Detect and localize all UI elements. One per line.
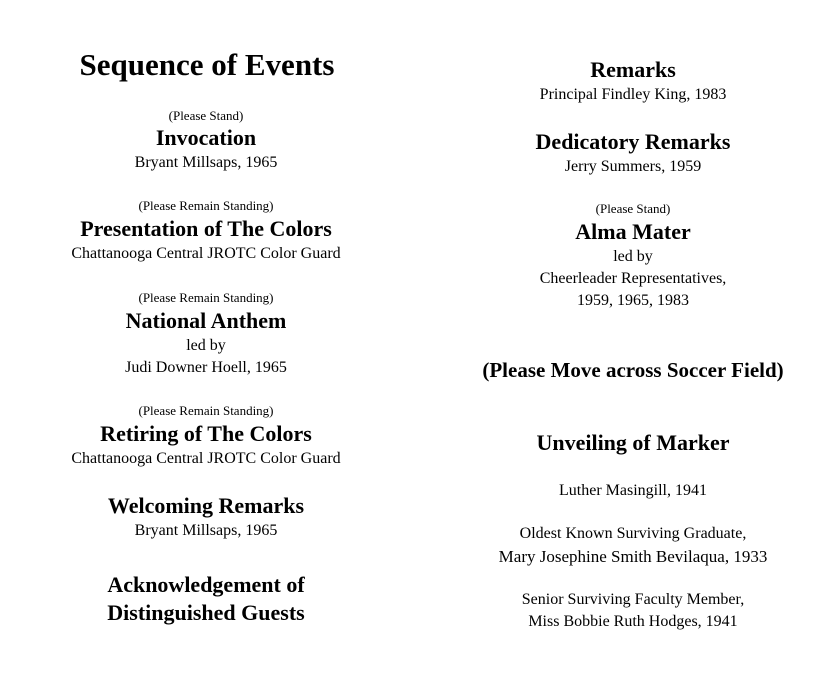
colors-note: (Please Remain Standing) [138, 198, 274, 213]
acknowledgement-heading-1: Acknowledgement of [107, 572, 305, 597]
welcoming-heading: Welcoming Remarks [107, 493, 305, 518]
anthem-leader: Judi Downer Hoell, 1965 [125, 359, 287, 376]
anthem-led-by: led by [186, 337, 226, 354]
invocation-note: (Please Stand) [168, 108, 244, 123]
alma-mater-note: (Please Stand) [595, 201, 671, 216]
page-title: Sequence of Events [79, 47, 335, 82]
colors-line: Chattanooga Central JROTC Color Guard [71, 245, 341, 262]
dedicatory-speaker: Jerry Summers, 1959 [564, 158, 702, 175]
alma-mater-leaders: Cheerleader Representatives, [539, 270, 727, 287]
remarks-heading: Remarks [590, 57, 676, 82]
alma-mater-years: 1959, 1965, 1983 [577, 292, 689, 309]
faculty-member-title: Senior Surviving Faculty Member, [521, 591, 745, 608]
invocation-speaker: Bryant Millsaps, 1965 [134, 154, 278, 171]
retiring-heading: Retiring of The Colors [100, 421, 312, 446]
unveiling-heading: Unveiling of Marker [536, 430, 730, 455]
move-instruction: (Please Move across Soccer Field) [482, 358, 784, 382]
invocation-heading: Invocation [155, 125, 257, 150]
retiring-line: Chattanooga Central JROTC Color Guard [71, 450, 341, 467]
remarks-speaker: Principal Findley King, 1983 [539, 86, 727, 103]
retiring-note: (Please Remain Standing) [138, 403, 274, 418]
colors-heading: Presentation of The Colors [80, 216, 332, 241]
alma-mater-led-by: led by [613, 248, 653, 265]
oldest-graduate-name: Mary Josephine Smith Bevilaqua, 1933 [498, 547, 768, 566]
dedicatory-heading: Dedicatory Remarks [535, 129, 731, 154]
oldest-graduate-title: Oldest Known Surviving Graduate, [519, 525, 747, 542]
acknowledgement-heading-2: Distinguished Guests [107, 600, 305, 625]
anthem-heading: National Anthem [125, 308, 287, 333]
welcoming-speaker: Bryant Millsaps, 1965 [134, 522, 278, 539]
alma-mater-heading: Alma Mater [575, 219, 691, 244]
faculty-member-name: Miss Bobbie Ruth Hodges, 1941 [528, 613, 738, 630]
anthem-note: (Please Remain Standing) [138, 290, 274, 305]
unveiling-speaker: Luther Masingill, 1941 [559, 482, 707, 499]
